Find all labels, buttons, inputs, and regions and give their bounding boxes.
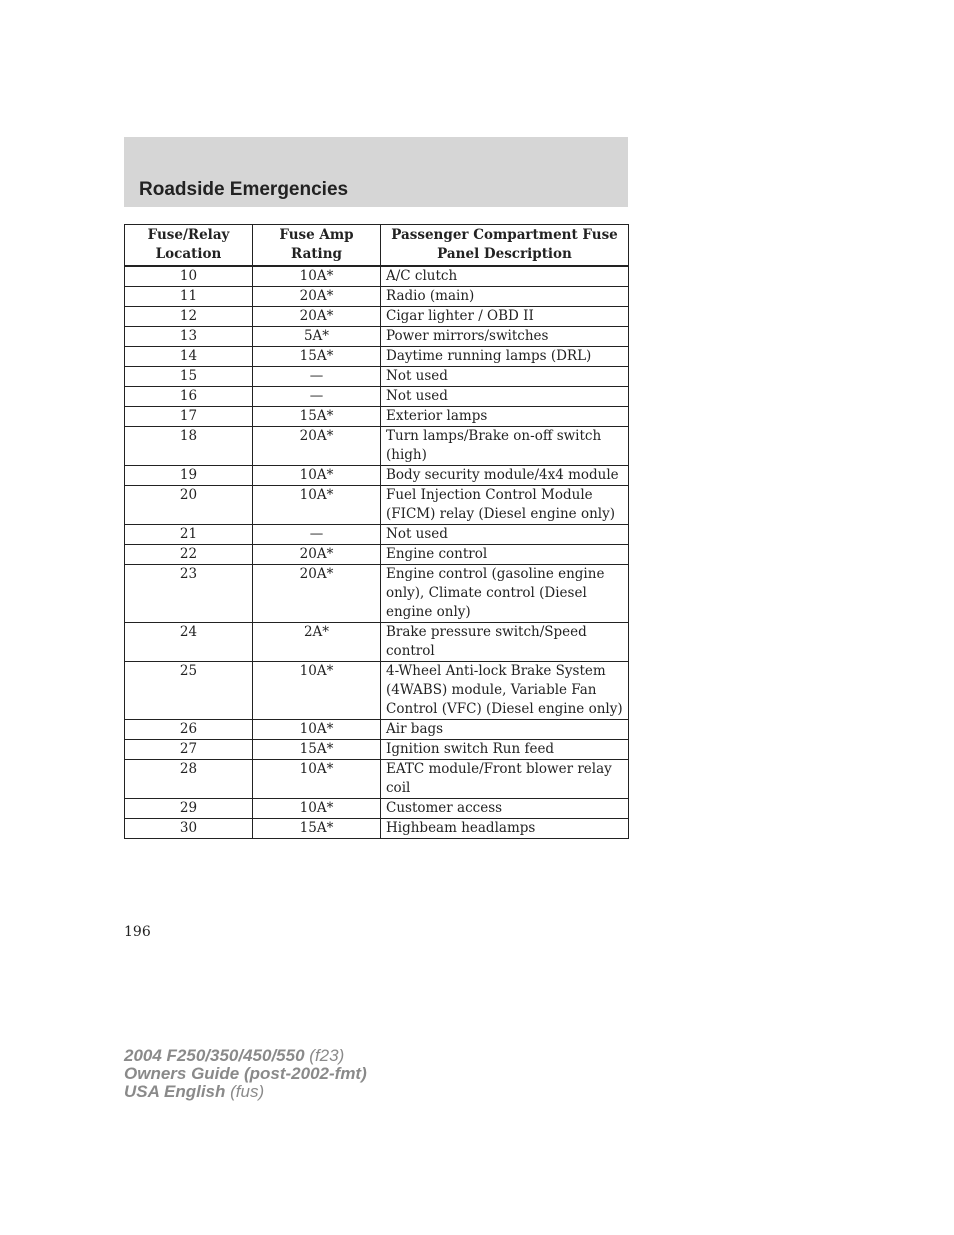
cell-rating: 15A*: [253, 740, 381, 760]
header-description: Passenger Compartment Fuse Panel Description: [381, 225, 629, 267]
cell-rating: 10A*: [253, 466, 381, 486]
cell-location: 28: [125, 760, 253, 799]
table-row: [125, 427, 629, 466]
cell-rating: 10A*: [253, 760, 381, 799]
cell-description: Power mirrors/switches: [381, 327, 629, 347]
table-row: [125, 307, 629, 327]
cell-description: Not used: [381, 367, 629, 387]
cell-description: Ignition switch Run feed: [381, 740, 629, 760]
table-row: [125, 387, 629, 407]
document-footer: [124, 1047, 367, 1101]
cell-description: Fuel Injection Control Module (FICM) relay (Diesel engine only): [381, 486, 629, 525]
footer-line-2: Owners Guide (post-2002-fmt): [124, 1064, 367, 1083]
cell-rating: —: [253, 525, 381, 545]
cell-location: 12: [125, 307, 253, 327]
table-body: [125, 266, 629, 839]
table-header-row: [125, 225, 629, 267]
cell-description: Body security module/4x4 module: [381, 466, 629, 486]
cell-location: 20: [125, 486, 253, 525]
cell-location: 23: [125, 565, 253, 623]
cell-location: 11: [125, 287, 253, 307]
table-row: [125, 545, 629, 565]
cell-rating: 20A*: [253, 545, 381, 565]
footer-language: USA English: [124, 1082, 226, 1101]
cell-rating: 15A*: [253, 407, 381, 427]
cell-description: Brake pressure switch/Speed control: [381, 623, 629, 662]
table-row: [125, 327, 629, 347]
header-rating: Fuse Amp Rating: [253, 225, 381, 267]
section-title: Roadside Emergencies: [139, 179, 349, 200]
cell-rating: —: [253, 367, 381, 387]
footer-model: 2004 F250/350/450/550: [124, 1046, 305, 1065]
cell-location: 21: [125, 525, 253, 545]
footer-line-3: [124, 1083, 367, 1101]
cell-description: EATC module/Front blower relay coil: [381, 760, 629, 799]
footer-language-code: (fus): [230, 1082, 265, 1101]
table-row: [125, 367, 629, 387]
cell-rating: —: [253, 387, 381, 407]
table-row: [125, 799, 629, 819]
cell-description: Turn lamps/Brake on-off switch (high): [381, 427, 629, 466]
cell-rating: 10A*: [253, 799, 381, 819]
table-row: [125, 662, 629, 720]
cell-description: Engine control (gasoline engine only), Climate control (Diesel engine only): [381, 565, 629, 623]
table-row: [125, 565, 629, 623]
cell-location: 25: [125, 662, 253, 720]
cell-description: Radio (main): [381, 287, 629, 307]
table-row: [125, 819, 629, 839]
table-row: [125, 347, 629, 367]
cell-rating: 20A*: [253, 427, 381, 466]
table-row: [125, 266, 629, 287]
table-row: [125, 287, 629, 307]
cell-location: 29: [125, 799, 253, 819]
cell-description: Highbeam headlamps: [381, 819, 629, 839]
cell-location: 10: [125, 266, 253, 287]
cell-rating: 10A*: [253, 266, 381, 287]
cell-location: 13: [125, 327, 253, 347]
cell-description: Exterior lamps: [381, 407, 629, 427]
cell-description: Cigar lighter / OBD II: [381, 307, 629, 327]
cell-location: 16: [125, 387, 253, 407]
cell-location: 19: [125, 466, 253, 486]
cell-description: 4-Wheel Anti-lock Brake System (4WABS) module, Variable Fan Control (VFC) (Diesel engine only): [381, 662, 629, 720]
cell-location: 30: [125, 819, 253, 839]
header-location: Fuse/Relay Location: [125, 225, 253, 267]
cell-location: 18: [125, 427, 253, 466]
fuse-table: [124, 224, 629, 839]
cell-rating: 15A*: [253, 347, 381, 367]
cell-rating: 20A*: [253, 287, 381, 307]
table-row: [125, 720, 629, 740]
cell-location: 26: [125, 720, 253, 740]
page-number: 196: [124, 924, 151, 940]
cell-rating: 5A*: [253, 327, 381, 347]
cell-location: 22: [125, 545, 253, 565]
table-row: [125, 525, 629, 545]
cell-location: 27: [125, 740, 253, 760]
table-row: [125, 486, 629, 525]
table-row: [125, 407, 629, 427]
table-row: [125, 466, 629, 486]
table-row: [125, 760, 629, 799]
cell-location: 14: [125, 347, 253, 367]
cell-rating: 2A*: [253, 623, 381, 662]
cell-rating: 20A*: [253, 307, 381, 327]
cell-description: Not used: [381, 525, 629, 545]
cell-description: Customer access: [381, 799, 629, 819]
cell-location: 17: [125, 407, 253, 427]
table-row: [125, 740, 629, 760]
cell-rating: 20A*: [253, 565, 381, 623]
cell-location: 15: [125, 367, 253, 387]
cell-rating: 10A*: [253, 720, 381, 740]
cell-rating: 10A*: [253, 662, 381, 720]
table-row: [125, 623, 629, 662]
cell-rating: 15A*: [253, 819, 381, 839]
cell-description: A/C clutch: [381, 266, 629, 287]
footer-model-code: (f23): [309, 1046, 345, 1065]
cell-description: Daytime running lamps (DRL): [381, 347, 629, 367]
cell-description: Not used: [381, 387, 629, 407]
cell-description: Engine control: [381, 545, 629, 565]
section-header: [124, 137, 628, 207]
cell-rating: 10A*: [253, 486, 381, 525]
cell-location: 24: [125, 623, 253, 662]
footer-line-1: [124, 1047, 367, 1065]
cell-description: Air bags: [381, 720, 629, 740]
